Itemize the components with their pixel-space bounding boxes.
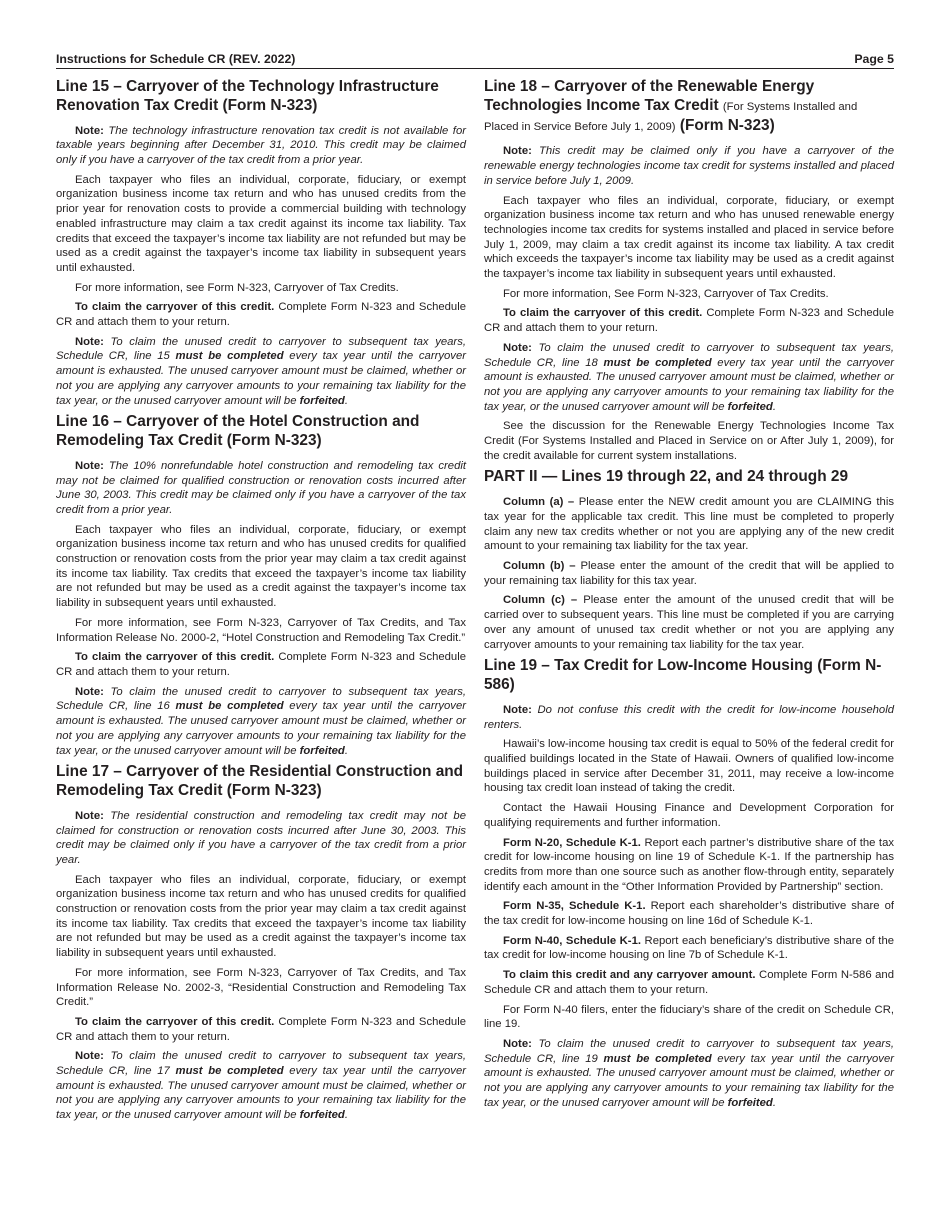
line17-heading: Line 17 – Carryover of the Residential Construction and Remodeling Tax Credit (Form N-323) xyxy=(56,763,464,799)
line17-carryover-note: Note: To claim the unused credit to carryover to subsequent tax years, Schedule CR, line 17 must be completed every tax year until the carryover amount is exhausted. The unused carryover amount must be claimed, whether or not you are applying any carryover amounts to your remaining tax liability for the tax year, or the unused carryover amount will be forfeited. xyxy=(56,1050,466,1122)
line17-more: For more information, see Form N-323, Carryover of Tax Credits, and Tax Information Release No. 2002-3, “Residential Construction and Remodeling Tax Credit.” xyxy=(56,966,466,1009)
line15-claim: To claim the carryover of this credit. Complete Form N-323 and Schedule CR and attach them to your return. xyxy=(56,301,467,329)
line15-body: Each taxpayer who files an individual, corporate, fiduciary, or exempt organization business income tax return and who has unused credits from the prior year for renovation costs to provide a commercial building with technology enabled infrastructure may claim a tax credit against its income tax liability. Tax credits that exceed the taxpayer’s income tax liability are not refunded but may be used as a credit against the taxpayer’s income tax liability in subsequent years until exhausted. xyxy=(56,173,466,274)
line19-carryover-note: Note: To claim the unused credit to carryover to subsequent tax years, Schedule CR, line 19 must be completed every tax year until the carryover amount is exhausted. The unused carryover amount must be claimed, whether or not you are applying any carryover amounts to your remaining tax liability for the tax year, or the unused carryover amount will be forfeited. xyxy=(484,1037,894,1109)
line19-note: Note: Do not confuse this credit with the credit for low-income household renters. xyxy=(484,703,894,731)
line15-carryover-note: Note: To claim the unused credit to carryover to subsequent tax years, Schedule CR, line 15 must be completed every tax year until the carryover amount is exhausted. The unused carryover amount must be claimed, whether or not you are applying any carryover amounts to your remaining tax liability for the tax year, or the unused carryover amount will be forfeited. xyxy=(56,335,466,407)
line19-p2: Contact the Hawaii Housing Finance and Development Corporation for qualifying requirements and further information. xyxy=(484,802,894,829)
line19-n20: Form N-20, Schedule K-1. Report each partner’s distributive share of the tax credit for low-income housing on line 19 of Schedule K-1. If the partnership has credits from more than one source such as another flow-through entity, separately identify each amount in the “Other Information Provided by Partnership” section. xyxy=(484,836,895,893)
line15-heading: Line 15 – Carryover of the Technology Infrastructure Renovation Tax Credit (Form N-323) xyxy=(56,78,439,114)
line15-more: For more information, see Form N-323, Carryover of Tax Credits. xyxy=(75,281,399,294)
column-c-text: Column (c) – Please enter the amount of the unused credit that will be carried over to subsequent years. This line must be completed if you are carrying over any amount of unused tax credit whether or not you are applying any carryover amounts to your remaining tax liability for the tax year. xyxy=(484,594,894,651)
line18-body: Each taxpayer who files an individual, corporate, fiduciary, or exempt organization business income tax return and who has unused renewable energy technologies income tax credits for systems installed and placed in service before July 1, 2009, may claim a tax credit against its income tax liability. A tax credit which exceeds the taxpayer’s income tax liability may be used as a credit against the taxpayer’s income tax liability in subsequent years until exhausted. xyxy=(484,194,894,281)
line18-see-also: See the discussion for the Renewable Energy Technologies Income Tax Credit (For Systems Installed and Placed in Service on or After July 1, 2009), for the credit available for current system installations. xyxy=(484,420,894,462)
page-number: Page 5 xyxy=(854,52,894,66)
line19-n35: Form N-35, Schedule K-1. Report each shareholder’s distributive share of the tax credit for low-income housing on line 16d of Schedule K-1. xyxy=(484,900,894,928)
line17-claim: To claim the carryover of this credit. Complete Form N-323 and Schedule CR and attach them to your return. xyxy=(56,1015,467,1043)
column-b-text: Column (b) – Please enter the amount of the credit that will be applied to your remaining tax liability for this tax year. xyxy=(484,560,894,587)
line16-note: Note: The 10% nonrefundable hotel construction and remodeling tax credit may not be claimed for qualified construction or renovation costs incurred after June 30, 2003. This credit may be claimed only if you have a carryover of the tax credit from a prior year. xyxy=(56,459,466,516)
line18-more: For more information, See Form N-323, Carryover of Tax Credits. xyxy=(503,287,829,300)
line16-carryover-note: Note: To claim the unused credit to carryover to subsequent tax years, Schedule CR, line 16 must be completed every tax year until the carryover amount is exhausted. The unused carryover amount must be claimed, whether or not you are applying any carryover amounts to your remaining tax liability for the tax year, or the unused carryover amount will be forfeited. xyxy=(56,685,466,757)
header-title: Instructions for Schedule CR (REV. 2022) xyxy=(56,52,296,66)
part2-heading: PART II — Lines 19 through 22, and 24 through 29 xyxy=(484,468,849,486)
line19-heading: Line 19 – Tax Credit for Low-Income Housing (Form N-586) xyxy=(484,657,882,694)
line16-more: For more information, see Form N-323, Carryover of Tax Credits, and Tax Information Release No. 2000-2, “Hotel Construction and Remodeling Tax Credit.” xyxy=(56,616,466,644)
line16-heading: Line 16 – Carryover of the Hotel Construction and Remodeling Tax Credit (Form N-323) xyxy=(56,413,420,450)
line19-p1: Hawaii’s low-income housing tax credit is equal to 50% of the federal credit for qualified buildings located in the State of Hawaii. Owners of qualified low-income buildings placed in service after December 31, 2011, may receive a low-income housing tax credit loan instead of taking the credit. xyxy=(484,738,894,795)
right-column xyxy=(484,78,894,1115)
line19-n40: Form N-40, Schedule K-1. Report each beneficiary’s distributive share of the tax credit for low-income housing on line 7b of Schedule K-1. xyxy=(484,934,895,962)
line18-carryover-note: Note: To claim the unused credit to carryover to subsequent tax years, Schedule CR, line 18 must be completed every tax year until the carryover amount is exhausted. The unused carryover amount must be claimed, whether or not you are applying any carryover amounts to your remaining tax liability for the tax year, or the unused carryover amount will be forfeited. xyxy=(484,341,894,413)
line19-fiduciary: For Form N-40 filers, enter the fiduciary’s share of the credit on Schedule CR, line 19. xyxy=(484,1003,894,1031)
line16-claim: To claim the carryover of this credit. Complete Form N-323 and Schedule CR and attach them to your return. xyxy=(56,651,467,678)
left-column xyxy=(56,78,466,1128)
line17-note: Note: The residential construction and remodeling tax credit may not be claimed for construction or renovation costs incurred after June 30, 2003. This credit may be claimed only if you have a carryover of the tax credit from a prior year. xyxy=(56,809,466,866)
line17-body: Each taxpayer who files an individual, corporate, fiduciary, or exempt organization business income tax return and who has unused credits for qualified construction or renovation costs from the prior year may claim a tax credit against its income tax liability. Tax credits that exceed the taxpayer’s income tax liability are not refunded but may be used as a credit against the taxpayer’s income tax liability in subsequent years until exhausted. xyxy=(56,873,466,960)
line18-note: Note: This credit may be claimed only if you have a carryover of the renewable energy technologies income tax credit for systems installed and placed in service before July 1, 2009. xyxy=(484,145,894,187)
line19-claim: To claim this credit and any carryover amount. Complete Form N-586 and Schedule CR and attach them to your return. xyxy=(484,969,894,996)
line18-heading: Line 18 – Carryover of the Renewable Energy Technologies Income Tax Credit (For Systems Installed and Placed in Service Before July 1, 2009) (Form N-323) xyxy=(484,78,858,134)
page-header xyxy=(56,52,894,69)
line15-note: Note: The technology infrastructure renovation tax credit is not available for taxable years beginning after December 31, 2010. This credit may be claimed only if you have a carryover of the tax credit from a prior year. xyxy=(56,124,466,166)
column-a-text: Column (a) – Please enter the NEW credit amount you are CLAIMING this tax year for the applicable tax credit. This line must be completed to properly claim any new tax credits whether or not you are applying any of the new credit amount to your remaining tax liability for the tax year. xyxy=(484,496,894,553)
line16-body: Each taxpayer who files an individual, corporate, fiduciary, or exempt organization business income tax return and who has unused credits for qualified construction or renovation costs from the prior year may claim a tax credit against its income tax liability. Tax credits that exceed the taxpayer’s income tax liability are not refunded but may be used as a credit against the taxpayer’s income tax liability in subsequent years until exhausted. xyxy=(56,523,466,610)
line18-claim: To claim the carryover of this credit. Complete Form N-323 and Schedule CR and attach them to your return. xyxy=(484,307,895,335)
